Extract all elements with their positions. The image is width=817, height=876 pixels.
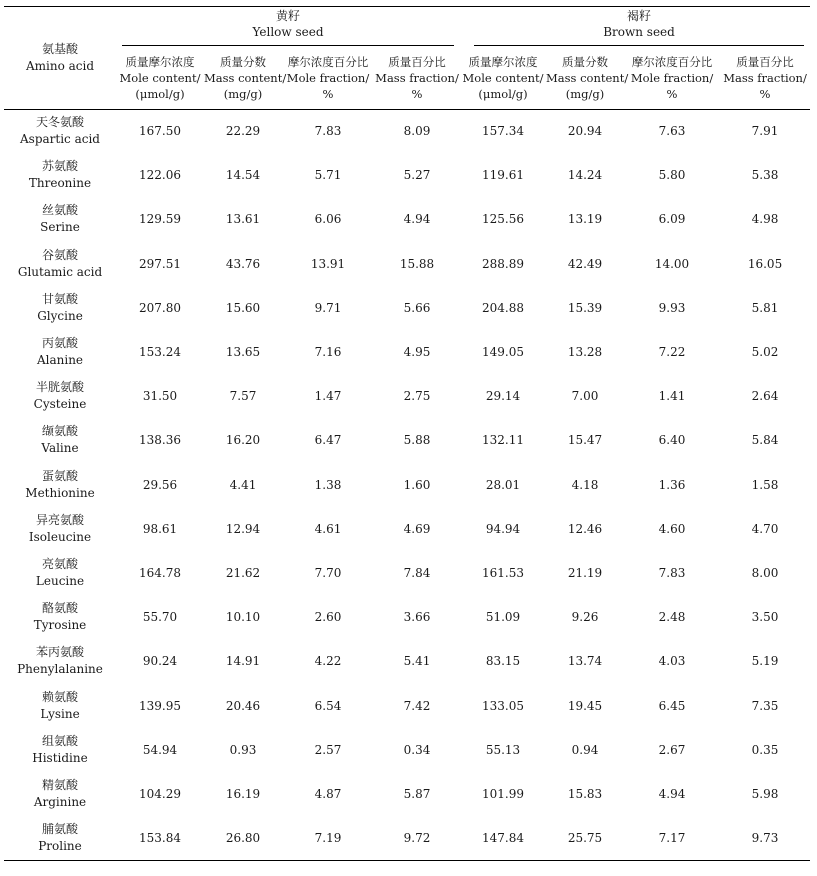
value-cell: 7.22 <box>658 345 686 360</box>
amino-acid-name <box>4 374 116 418</box>
column-header-zh: 质量摩尔浓度 <box>468 54 538 69</box>
value-cell: 5.80 <box>658 168 686 183</box>
amino-acid-header-en: Amino acid <box>25 58 95 73</box>
value-cell: 12.94 <box>225 521 261 536</box>
value-cell: 15.83 <box>567 786 603 801</box>
value-cell: 83.15 <box>485 654 521 669</box>
value-cell: 20.46 <box>225 698 261 713</box>
amino-acid-table <box>4 6 810 861</box>
table-row <box>4 639 810 683</box>
value-cell: 297.51 <box>139 256 181 271</box>
value-cell: 4.60 <box>658 521 686 536</box>
amino-acid-name-en: Serine <box>40 220 80 235</box>
amino-acid-name-zh: 半胱氨酸 <box>35 380 84 395</box>
amino-acid-name <box>4 728 116 772</box>
value-cell: 5.88 <box>403 433 431 448</box>
value-cell: 6.45 <box>658 698 686 713</box>
value-cell: 4.95 <box>403 345 431 360</box>
amino-acid-name-zh: 异亮氨酸 <box>35 512 84 527</box>
value-cell: 29.14 <box>485 389 521 404</box>
value-cell: 15.39 <box>567 300 603 315</box>
value-cell: 21.62 <box>225 565 261 580</box>
value-cell: 13.74 <box>567 654 603 669</box>
value-cell: 0.94 <box>571 742 599 757</box>
value-cell: 1.47 <box>314 389 342 404</box>
amino-acid-name <box>4 639 116 683</box>
amino-acid-name <box>4 816 116 860</box>
value-cell: 1.36 <box>658 477 686 492</box>
amino-acid-name-zh: 脯氨酸 <box>41 821 78 836</box>
table-row <box>4 683 810 727</box>
amino-acid-name-zh: 缬氨酸 <box>41 424 78 439</box>
column-header-zh: 质量百分比 <box>388 54 446 69</box>
value-cell: 20.94 <box>567 124 603 139</box>
value-cell: 7.17 <box>658 830 686 845</box>
amino-acid-name-en: Histidine <box>32 750 88 765</box>
value-cell: 7.63 <box>658 124 686 139</box>
amino-acid-name-zh: 精氨酸 <box>41 777 78 792</box>
value-cell: 2.75 <box>403 389 431 404</box>
value-cell: 0.93 <box>229 742 257 757</box>
column-header-zh: 摩尔浓度百分比 <box>631 54 713 69</box>
amino-acid-name <box>4 330 116 374</box>
value-cell: 4.94 <box>403 212 431 227</box>
column-header-unit: % <box>666 86 678 101</box>
value-cell: 4.18 <box>571 477 599 492</box>
column-header <box>546 47 629 110</box>
value-cell: 2.60 <box>314 610 342 625</box>
column-header-zh: 质量分数 <box>562 54 609 69</box>
group-header-yellow-seed <box>116 7 460 47</box>
value-cell: 1.38 <box>314 477 342 492</box>
value-cell: 13.61 <box>225 212 261 227</box>
value-cell: 9.71 <box>314 300 342 315</box>
value-cell: 207.80 <box>139 300 181 315</box>
amino-acid-name-zh: 赖氨酸 <box>41 689 78 704</box>
value-cell: 167.50 <box>139 124 181 139</box>
column-header-en: Mass content/ <box>546 70 629 85</box>
value-cell: 4.87 <box>314 786 342 801</box>
value-cell: 5.27 <box>403 168 431 183</box>
value-cell: 14.00 <box>654 256 690 271</box>
amino-acid-name-en: Tyrosine <box>33 618 87 633</box>
amino-acid-name <box>4 507 116 551</box>
table-row <box>4 153 810 197</box>
value-cell: 25.75 <box>567 830 603 845</box>
value-cell: 5.98 <box>751 786 779 801</box>
value-cell: 6.54 <box>314 698 342 713</box>
value-cell: 4.69 <box>403 521 431 536</box>
column-header-en: Mass fraction/ <box>723 70 807 85</box>
amino-acid-name-en: Arginine <box>33 794 87 809</box>
value-cell: 7.00 <box>571 389 599 404</box>
value-cell: 1.41 <box>658 389 686 404</box>
group-brown-zh: 褐籽 <box>627 8 652 23</box>
amino-acid-header-zh: 氨基酸 <box>41 41 78 56</box>
value-cell: 19.45 <box>567 698 603 713</box>
value-cell: 104.29 <box>139 786 181 801</box>
value-cell: 153.84 <box>139 830 181 845</box>
amino-acid-name-en: Valine <box>41 441 79 456</box>
amino-acid-name-en: Lysine <box>40 706 80 721</box>
amino-acid-name-en: Leucine <box>35 573 85 588</box>
table-row <box>4 772 810 816</box>
amino-acid-name <box>4 242 116 286</box>
value-cell: 9.73 <box>751 830 779 845</box>
value-cell: 7.35 <box>751 698 779 713</box>
value-cell: 43.76 <box>225 256 261 271</box>
column-header <box>204 47 287 110</box>
value-cell: 15.88 <box>399 256 435 271</box>
column-header-en: Mass content/ <box>204 70 287 85</box>
group-header-brown-seed <box>460 7 810 47</box>
amino-acid-name <box>4 551 116 595</box>
amino-acid-name-en: Aspartic acid <box>20 132 100 147</box>
value-cell: 6.47 <box>314 433 342 448</box>
value-cell: 3.50 <box>751 610 779 625</box>
value-cell: 7.19 <box>314 830 342 845</box>
amino-acid-name-zh: 甘氨酸 <box>41 291 78 306</box>
value-cell: 149.05 <box>482 345 525 360</box>
amino-acid-name-en: Glycine <box>37 308 83 323</box>
column-header-en: Mole fraction/ <box>286 70 370 85</box>
value-cell: 1.58 <box>751 477 779 492</box>
column-header <box>720 47 810 110</box>
column-header-unit: % <box>411 86 423 101</box>
value-cell: 2.67 <box>658 742 686 757</box>
value-cell: 14.24 <box>567 168 603 183</box>
value-cell: 5.66 <box>403 300 431 315</box>
table-row <box>4 595 810 639</box>
column-header-zh: 摩尔浓度百分比 <box>287 54 369 69</box>
column-header <box>624 47 720 110</box>
value-cell: 15.60 <box>225 300 261 315</box>
column-header-unit: (mg/g) <box>565 86 605 101</box>
amino-acid-name-en: Glutamic acid <box>17 264 103 279</box>
value-cell: 4.98 <box>751 212 779 227</box>
value-cell: 4.41 <box>229 477 257 492</box>
value-cell: 4.70 <box>751 521 779 536</box>
table-row <box>4 463 810 507</box>
value-cell: 98.61 <box>142 521 178 536</box>
value-cell: 13.28 <box>567 345 603 360</box>
value-cell: 161.53 <box>482 565 525 580</box>
value-cell: 138.36 <box>139 433 181 448</box>
value-cell: 21.19 <box>567 565 603 580</box>
value-cell: 10.10 <box>225 610 261 625</box>
column-header-unit: % <box>759 86 771 101</box>
value-cell: 26.80 <box>225 830 261 845</box>
value-cell: 5.38 <box>751 168 779 183</box>
value-cell: 4.61 <box>314 521 342 536</box>
amino-acid-name <box>4 153 116 197</box>
amino-acid-name-en: Isoleucine <box>28 529 92 544</box>
value-cell: 5.19 <box>751 654 779 669</box>
value-cell: 157.34 <box>482 124 525 139</box>
value-cell: 14.91 <box>225 654 261 669</box>
value-cell: 29.56 <box>142 477 178 492</box>
table-row <box>4 109 810 153</box>
value-cell: 54.94 <box>142 742 178 757</box>
value-cell: 9.26 <box>571 610 599 625</box>
value-cell: 5.71 <box>314 168 342 183</box>
amino-acid-name <box>4 683 116 727</box>
value-cell: 7.70 <box>314 565 342 580</box>
value-cell: 15.47 <box>567 433 603 448</box>
table-row <box>4 242 810 286</box>
value-cell: 12.46 <box>567 521 603 536</box>
value-cell: 101.99 <box>482 786 525 801</box>
group-yellow-en: Yellow seed <box>252 24 324 39</box>
column-header-zh: 质量分数 <box>220 54 266 69</box>
value-cell: 1.60 <box>403 477 431 492</box>
amino-acid-name-zh: 丝氨酸 <box>41 203 78 218</box>
value-cell: 55.13 <box>485 742 521 757</box>
column-header-unit: (μmol/g) <box>478 86 528 101</box>
table-row <box>4 418 810 462</box>
value-cell: 2.48 <box>658 610 686 625</box>
table-row <box>4 330 810 374</box>
column-header-row <box>4 47 810 110</box>
column-header-en: Mass fraction/ <box>375 70 459 85</box>
column-header-zh: 质量摩尔浓度 <box>125 54 195 69</box>
value-cell: 7.57 <box>229 389 257 404</box>
value-cell: 122.06 <box>139 168 181 183</box>
amino-acid-name-en: Phenylalanine <box>17 662 103 677</box>
value-cell: 5.02 <box>751 345 779 360</box>
value-cell: 3.66 <box>403 610 431 625</box>
value-cell: 16.05 <box>747 256 783 271</box>
value-cell: 164.78 <box>139 565 181 580</box>
amino-acid-name-zh: 组氨酸 <box>41 733 78 748</box>
value-cell: 119.61 <box>482 168 525 183</box>
amino-acid-name-en: Alanine <box>36 353 84 368</box>
column-header-unit: (μmol/g) <box>135 86 185 101</box>
amino-acid-name-zh: 亮氨酸 <box>41 556 78 571</box>
value-cell: 2.57 <box>314 742 342 757</box>
value-cell: 13.65 <box>225 345 261 360</box>
value-cell: 132.11 <box>482 433 525 448</box>
group-yellow-zh: 黄籽 <box>276 8 301 23</box>
value-cell: 139.95 <box>139 698 181 713</box>
value-cell: 125.56 <box>482 212 525 227</box>
value-cell: 51.09 <box>485 610 521 625</box>
value-cell: 94.94 <box>485 521 521 536</box>
value-cell: 7.84 <box>403 565 431 580</box>
value-cell: 9.93 <box>658 300 686 315</box>
amino-acid-name-zh: 天冬氨酸 <box>35 115 84 130</box>
amino-acid-name-en: Methionine <box>25 485 95 500</box>
amino-acid-name <box>4 595 116 639</box>
table-row <box>4 816 810 860</box>
value-cell: 31.50 <box>142 389 178 404</box>
amino-acid-name-zh: 苯丙氨酸 <box>35 645 84 660</box>
value-cell: 133.05 <box>482 698 525 713</box>
amino-acid-name-zh: 蛋氨酸 <box>41 468 78 483</box>
value-cell: 147.84 <box>482 830 525 845</box>
column-header-en: Mole fraction/ <box>630 70 714 85</box>
amino-acid-name <box>4 197 116 241</box>
table-row <box>4 728 810 772</box>
value-cell: 90.24 <box>142 654 178 669</box>
amino-acid-name <box>4 286 116 330</box>
value-cell: 204.88 <box>482 300 525 315</box>
value-cell: 7.83 <box>658 565 686 580</box>
column-header <box>116 47 204 110</box>
value-cell: 0.34 <box>403 742 431 757</box>
value-cell: 28.01 <box>485 477 521 492</box>
table-row <box>4 286 810 330</box>
value-cell: 7.42 <box>403 698 431 713</box>
value-cell: 129.59 <box>139 212 181 227</box>
amino-acid-name <box>4 418 116 462</box>
table-body <box>4 109 810 860</box>
value-cell: 5.81 <box>751 300 779 315</box>
amino-acid-name-zh: 谷氨酸 <box>41 247 78 262</box>
value-cell: 0.35 <box>751 742 779 757</box>
column-header-unit: % <box>322 86 334 101</box>
amino-acid-name <box>4 109 116 153</box>
column-header-en: Mole content/ <box>119 70 201 85</box>
table-row <box>4 551 810 595</box>
value-cell: 153.24 <box>139 345 181 360</box>
table-row <box>4 197 810 241</box>
table-header <box>4 7 810 110</box>
value-cell: 7.16 <box>314 345 342 360</box>
value-cell: 16.20 <box>225 433 261 448</box>
value-cell: 288.89 <box>482 256 525 271</box>
amino-acid-name-zh: 丙氨酸 <box>41 336 78 351</box>
column-header-en: Mole content/ <box>462 70 544 85</box>
value-cell: 7.91 <box>751 124 779 139</box>
amino-acid-name <box>4 463 116 507</box>
amino-acid-header <box>4 7 116 110</box>
value-cell: 4.03 <box>658 654 686 669</box>
amino-acid-name-en: Proline <box>38 838 82 853</box>
value-cell: 13.91 <box>310 256 346 271</box>
value-cell: 6.09 <box>658 212 686 227</box>
table-row <box>4 507 810 551</box>
amino-acid-name-en: Threonine <box>28 176 92 191</box>
value-cell: 14.54 <box>225 168 261 183</box>
amino-acid-name-zh: 酪氨酸 <box>41 601 78 616</box>
column-header-zh: 质量百分比 <box>736 54 794 69</box>
value-cell: 2.64 <box>751 389 779 404</box>
value-cell: 42.49 <box>567 256 603 271</box>
value-cell: 9.72 <box>403 830 431 845</box>
value-cell: 7.83 <box>314 124 342 139</box>
value-cell: 13.19 <box>567 212 603 227</box>
column-header <box>460 47 546 110</box>
value-cell: 8.09 <box>403 124 431 139</box>
amino-acid-name-en: Cysteine <box>33 397 87 412</box>
column-header <box>374 47 460 110</box>
value-cell: 4.22 <box>314 654 342 669</box>
table-row <box>4 374 810 418</box>
value-cell: 5.84 <box>751 433 779 448</box>
value-cell: 5.41 <box>403 654 431 669</box>
value-cell: 16.19 <box>225 786 261 801</box>
value-cell: 22.29 <box>225 124 261 139</box>
column-header-unit: (mg/g) <box>223 86 263 101</box>
value-cell: 6.40 <box>658 433 686 448</box>
value-cell: 55.70 <box>142 610 178 625</box>
amino-acid-name <box>4 772 116 816</box>
value-cell: 4.94 <box>658 786 686 801</box>
column-header <box>282 47 374 110</box>
value-cell: 6.06 <box>314 212 342 227</box>
amino-acid-name-zh: 苏氨酸 <box>41 159 78 174</box>
value-cell: 5.87 <box>403 786 431 801</box>
group-brown-en: Brown seed <box>603 24 675 39</box>
value-cell: 8.00 <box>751 565 779 580</box>
